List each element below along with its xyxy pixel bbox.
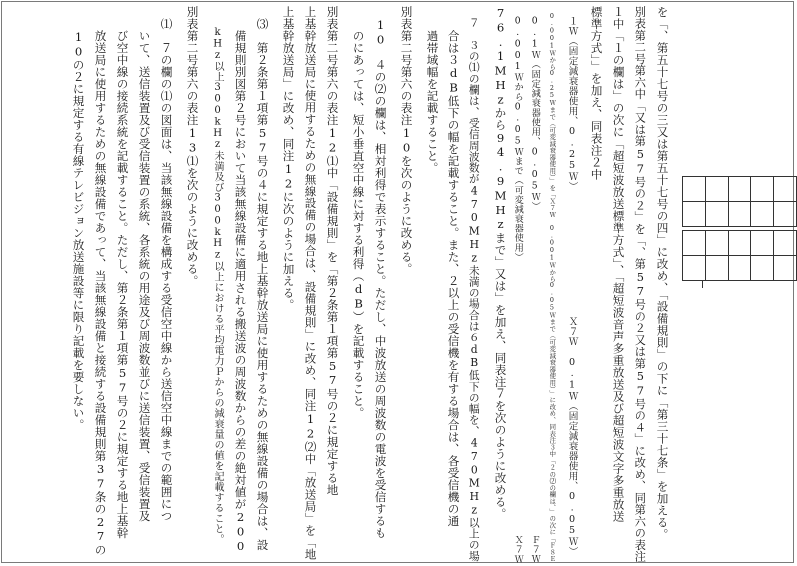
text-column: 別表第二号第六中「又は第57号の２」を「、第57号の２又は第57号の４」に改め、同第六の表注 [633,6,648,563]
text-column: 0.001Ｗから0.25Ｗまで（可変減衰器使用）」を「Ｘ７Ｗ 0.001Ｗから0.05Ｗまで（可変減衰器使用）」に改め、同表注３中「２の⑵の欄は、」の次に「Ｆ８Ｅ [548,6,556,563]
text-column: 10の２に規定する有線テレビジョン放送施設等に限り記載を要しない。 [71,6,86,431]
text-column: 別表第二号第六の表注12⑴中「設備規則」を「第２条第１項第57号の２に規定する地 [325,6,340,496]
gutter-mark [702,280,703,288]
text-column: 標準方式」」を加え、同表注２中 [589,6,604,181]
text-column: 0.001Ｗから0.05Ｗまで（可変減衰器使用） Ｘ７Ｗ [512,6,524,564]
text-column: を「、第五十七号の三又は第五十七号の四」に改め、「設備規則」の下に「第三十七条」を加える。 [655,6,670,541]
text-column: 放送局に使用するための無線設備であって、当該無線設備と接続する設備規則第37条の27の [93,6,108,556]
text-column: １中「１の欄は」の次に「超短波放送標準方式」、「超短波音声多重放送及び超短波文字多重放送 [611,6,626,523]
text-column: 0.1Ｗ（固定減衰器使用、0.05Ｗ） Ｆ７Ｗ [529,6,541,564]
text-column: 10 ４の⑵の欄は、相対利得で表示すること。ただし、中波放送の周波数の電波を受信するも [373,6,388,539]
text-column: ７ ３の⑴の欄は、受信周波数が470MHz未満の場合は６dB低下の幅を、470MHz以上の場 [467,6,481,562]
text-column: いて、送信装置及び受信装置の系統、各系統の用途及び周波数並びに送信装置、受信装置及 [137,6,152,522]
text-column: 過帯域幅を記載すること。 [425,6,440,174]
text-column: 上基幹放送局」に改め、同注12に次のように加える。 [281,6,296,311]
stamp-grid-top [682,176,797,227]
stamp-grid-bottom [682,230,797,281]
text-column: 別表第二号第六の表注13⑴を次のように改める。 [185,6,200,287]
text-column: び空中線の接続系統を記載すること。ただし、第２条第１項第57号の２に規定する地上基幹 [115,6,130,539]
text-column: kHz以上300kHz未満及び300kHz以上における平均電力Ｐからの減衰量の値を記載すること。 [212,6,224,545]
text-column: 備規則別図第２号において当該無線設備に適用される搬送波の周波数からの差の絶対値が200 [233,6,248,554]
text-column: 合は３dB低下の幅を記載すること。また、２以上の受信機を有する場合は、各受信機の通 [446,6,461,527]
text-column: ⑶ 第２条第１項第57号の４に規定する地上基幹放送局に使用するための無線設備の場合は、設 [255,6,270,551]
text-column: 別表第二号第六の表注10を次のように改める。 [399,6,414,275]
text-column: 上基幹放送局に使用するための無線設備の場合は、設備規則」に改め、同注12⑵中「放送局」を「地 [303,6,318,561]
text-column: のにあっては、短小垂直空中線に対する利得（dB）を記載すること。 [351,6,366,419]
text-column: 76.1MHzから94.9MHzまで」又は」を加え、同表注７を次のように改める。 [493,6,508,520]
text-column: ⑴ ７の欄の⑴の図面は、当該無線設備を構成する受信空中線から送信空中線までの範囲につ [159,6,174,522]
text-column: １Ｗ（固定減衰器使用、0.25Ｗ） Ｘ７Ｗ 0.1Ｗ（固定減衰器使用、0.05Ｗ） [566,6,578,557]
